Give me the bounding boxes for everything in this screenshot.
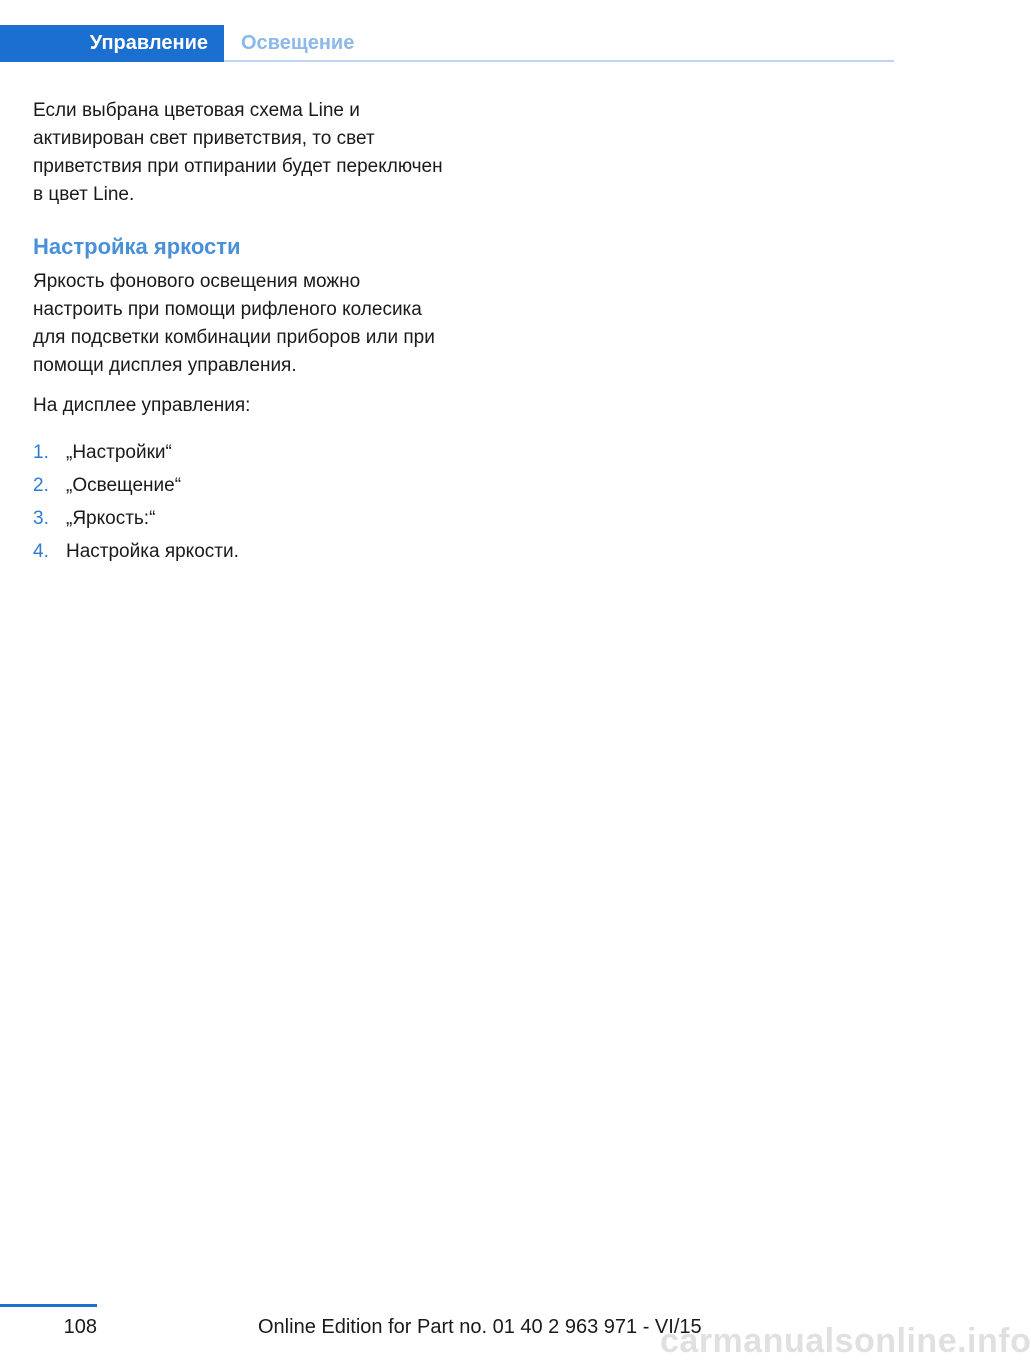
step-text: „Настройки“ — [66, 442, 172, 463]
intro-paragraph: Если выбрана цветовая схема Line и активирован свет приветствия, то свет приветствия при отпирании будет переключен в цвет Line. — [33, 100, 443, 205]
description-paragraph: Яркость фонового освещения можно настроить при помощи рифленого колесика для подсветки комбинации приборов или при помощи дисплея управления. — [33, 271, 435, 376]
chapter-tab-inactive[interactable]: Освещение — [241, 32, 355, 54]
list-item — [33, 469, 453, 502]
page-header — [0, 25, 894, 62]
step-number: 3. — [33, 508, 49, 529]
list-item — [33, 502, 453, 535]
step-text: „Яркость:“ — [66, 508, 156, 529]
chapter-tab-active[interactable]: Управление — [0, 25, 224, 62]
lead-paragraph: На дисплее управления: — [33, 395, 251, 416]
section-heading: Настройка яркости — [33, 234, 241, 259]
watermark: carmanualsonline.info — [660, 1322, 1031, 1360]
list-item — [33, 436, 453, 469]
header-divider — [224, 60, 894, 62]
step-number: 1. — [33, 442, 49, 463]
step-text: „Освещение“ — [66, 475, 182, 496]
footer-divider — [0, 1304, 97, 1307]
step-number: 4. — [33, 541, 49, 562]
main-content — [33, 97, 453, 568]
step-text: Настройка яркости. — [66, 541, 239, 562]
steps-list — [33, 436, 453, 568]
step-number: 2. — [33, 475, 49, 496]
list-item — [33, 535, 453, 568]
page-number: 108 — [63, 1316, 97, 1338]
edition-text: Online Edition for Part no. 01 40 2 963 971 - VI/15 — [258, 1316, 702, 1338]
